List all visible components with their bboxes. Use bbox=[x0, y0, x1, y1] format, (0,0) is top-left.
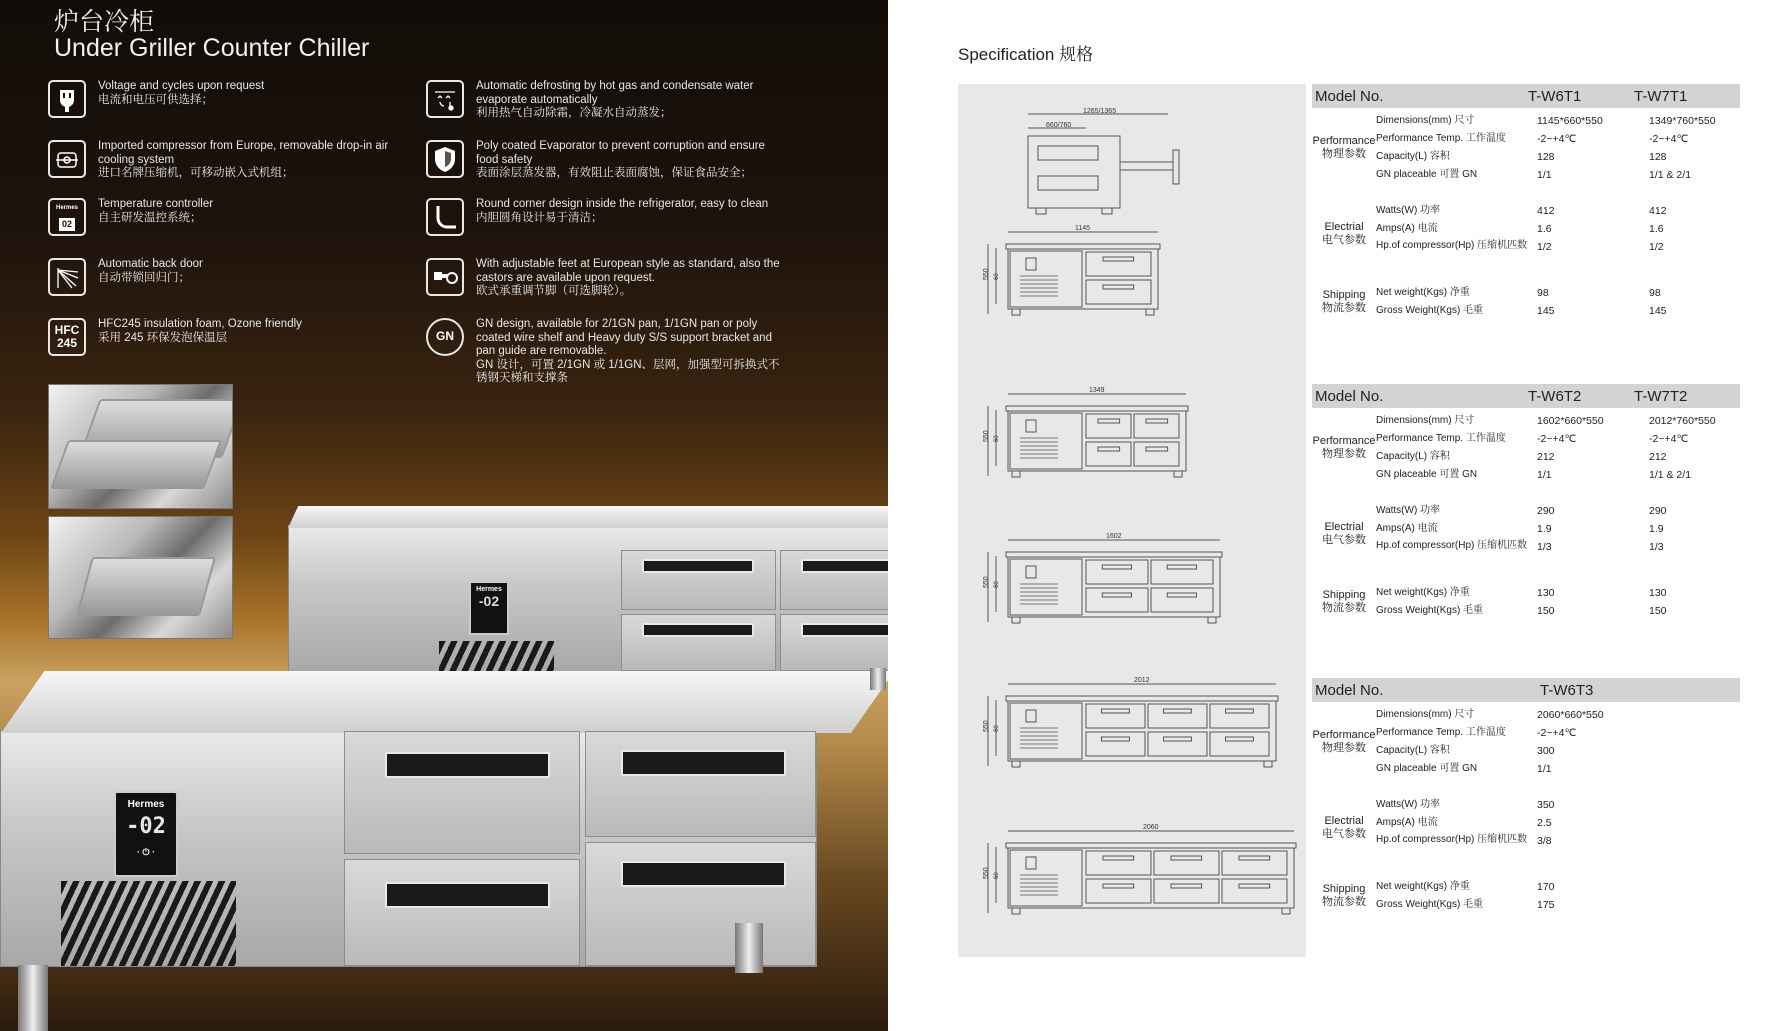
group-label: Shipping 物流参数 bbox=[1322, 883, 1366, 908]
table-row bbox=[1376, 448, 1740, 466]
drawing-height-label: 550 bbox=[983, 867, 990, 879]
group-label: Shipping 物流参数 bbox=[1322, 589, 1366, 614]
row-label: Net weight(Kgs) 净重 bbox=[1376, 881, 1470, 892]
row-label: Hp.of compressor(Hp) 压缩机匹数 bbox=[1376, 240, 1528, 251]
feature-text-cn: GN 设计，可置 2/1GN 或 1/1GN、层网，加强型可拆换式不锈钢天梯和支撑条 bbox=[476, 358, 780, 384]
spec-group bbox=[1312, 502, 1740, 566]
title-chinese: 炉台冷柜 bbox=[54, 8, 155, 36]
row-label: Capacity(L) 容积 bbox=[1376, 151, 1450, 162]
feature-text-cn: 欧式承重调节脚（可选脚轮）。 bbox=[476, 285, 632, 297]
model-name: T-W6T1 bbox=[1527, 87, 1582, 105]
drawing-width-label: 2012 bbox=[1134, 677, 1150, 684]
drawing-inner-label: 60 bbox=[994, 581, 1000, 588]
row-label: GN placeable 可置 GN bbox=[1376, 763, 1478, 774]
shield-icon bbox=[426, 140, 464, 178]
table-header bbox=[1312, 678, 1740, 702]
spec-group bbox=[1312, 796, 1740, 860]
table-row bbox=[1376, 412, 1740, 430]
row-value: 1145*660*550 bbox=[1537, 115, 1603, 127]
table-row bbox=[1376, 112, 1740, 130]
row-value: 2.5 bbox=[1537, 817, 1552, 829]
row-label: Gross Weight(Kgs) 毛重 bbox=[1376, 305, 1484, 316]
feature-text-cn: 电流和电压可供选择； bbox=[98, 93, 213, 106]
drawing-front-view bbox=[978, 674, 1308, 794]
feature-item bbox=[48, 80, 408, 118]
row-value: -2~+4℃ bbox=[1649, 433, 1689, 445]
model-name: T-W7T1 bbox=[1633, 87, 1688, 105]
row-value: 170 bbox=[1537, 881, 1555, 893]
row-value: 350 bbox=[1537, 799, 1555, 811]
row-value: 150 bbox=[1649, 605, 1667, 617]
drawing-front-view bbox=[978, 384, 1308, 504]
row-value: 150 bbox=[1537, 605, 1555, 617]
product-photo-drawer bbox=[48, 516, 233, 639]
spec-group bbox=[1312, 284, 1740, 320]
title-english: Under Griller Counter Chiller bbox=[54, 34, 370, 62]
drawing-width-label: 1349 bbox=[1089, 387, 1105, 394]
row-label: Capacity(L) 容积 bbox=[1376, 451, 1450, 462]
row-value: 300 bbox=[1537, 745, 1555, 757]
row-value: 1349*760*550 bbox=[1649, 115, 1716, 127]
row-label: Watts(W) 功率 bbox=[1376, 505, 1441, 516]
group-label: Electrial 电气参数 bbox=[1322, 521, 1366, 546]
table-row bbox=[1376, 302, 1740, 320]
row-value: 1/3 bbox=[1649, 541, 1664, 553]
row-value: 1/1 bbox=[1537, 469, 1552, 481]
brochure-right-page bbox=[888, 0, 1770, 1031]
row-value: -2~+4℃ bbox=[1537, 133, 1577, 145]
feature-text-cn: 表面涂层蒸发器，有效阻止表面腐蚀，保证食品安全； bbox=[476, 167, 752, 179]
table-header bbox=[1312, 384, 1740, 408]
spec-title: Specification 规格 bbox=[958, 45, 1094, 64]
drawing-height-label: 550 bbox=[983, 720, 990, 732]
gn-icon: GN bbox=[426, 318, 464, 356]
row-value: -2~+4℃ bbox=[1537, 727, 1577, 739]
spec-group bbox=[1312, 706, 1740, 778]
plug-icon bbox=[48, 80, 86, 118]
feature-item bbox=[48, 258, 408, 296]
row-value: 1/1 bbox=[1537, 169, 1552, 181]
table-row bbox=[1376, 602, 1740, 620]
spec-group bbox=[1312, 584, 1740, 620]
round-corner-icon bbox=[426, 198, 464, 236]
drawing-front-view bbox=[978, 530, 1308, 650]
drawing-inner-label: 60 bbox=[994, 725, 1000, 732]
row-value: 2060*660*550 bbox=[1537, 709, 1604, 721]
table-row bbox=[1376, 520, 1740, 538]
chiller-back-unit bbox=[288, 525, 888, 672]
table-row bbox=[1376, 706, 1740, 724]
row-label: Performance Temp. 工作温度 bbox=[1376, 433, 1506, 444]
drawing-inner-label: 60 bbox=[994, 435, 1000, 442]
caster-icon bbox=[426, 258, 464, 296]
table-row bbox=[1376, 284, 1740, 302]
spec-table bbox=[1312, 678, 1740, 914]
row-label: Dimensions(mm) 尺寸 bbox=[1376, 115, 1475, 126]
feature-item bbox=[426, 258, 786, 299]
row-label: Hp.of compressor(Hp) 压缩机匹数 bbox=[1376, 834, 1528, 845]
feature-text-en: HFC245 insulation foam, Ozone friendly bbox=[98, 318, 302, 330]
row-label: Capacity(L) 容积 bbox=[1376, 745, 1450, 756]
feature-item bbox=[48, 140, 408, 181]
row-label: Watts(W) 功率 bbox=[1376, 799, 1441, 810]
table-row bbox=[1376, 538, 1740, 566]
row-value: 98 bbox=[1649, 287, 1661, 299]
compressor-icon bbox=[48, 140, 86, 178]
row-value: -2~+4℃ bbox=[1649, 133, 1689, 145]
row-label: Gross Weight(Kgs) 毛重 bbox=[1376, 605, 1484, 616]
row-value: 130 bbox=[1649, 587, 1667, 599]
feature-text-en: Voltage and cycles upon request bbox=[98, 80, 265, 92]
row-value: 1.6 bbox=[1649, 223, 1664, 235]
feature-item bbox=[48, 318, 408, 356]
row-value: 128 bbox=[1649, 151, 1667, 163]
drawing-top-view bbox=[978, 106, 1208, 216]
drawing-width-label: 2060 bbox=[1143, 824, 1159, 831]
row-value: 1/2 bbox=[1649, 241, 1664, 253]
drawing-height-label: 550 bbox=[983, 576, 990, 588]
table-row bbox=[1376, 796, 1740, 814]
row-label: Gross Weight(Kgs) 毛重 bbox=[1376, 899, 1484, 910]
row-value: 1.6 bbox=[1537, 223, 1552, 235]
feature-item bbox=[426, 318, 786, 386]
group-label: Electrial 电气参数 bbox=[1322, 815, 1366, 840]
row-value: 145 bbox=[1537, 305, 1555, 317]
row-label: Amps(A) 电流 bbox=[1376, 523, 1438, 534]
model-name: T-W6T3 bbox=[1540, 681, 1594, 699]
table-row bbox=[1376, 430, 1740, 448]
product-photo-pans bbox=[48, 384, 233, 509]
model-name: T-W7T2 bbox=[1633, 387, 1688, 405]
row-label: Amps(A) 电流 bbox=[1376, 817, 1438, 828]
drawing-width-label: 1145 bbox=[1075, 225, 1091, 232]
row-label: Dimensions(mm) 尺寸 bbox=[1376, 709, 1475, 720]
group-label: Electrial 电气参数 bbox=[1322, 221, 1366, 246]
table-row bbox=[1376, 238, 1740, 266]
spec-table bbox=[1312, 84, 1740, 320]
group-label: Performance 物理参数 bbox=[1312, 135, 1376, 160]
row-label: GN placeable 可置 GN bbox=[1376, 469, 1478, 480]
row-value: 212 bbox=[1537, 451, 1555, 463]
drawing-dim-outer: 1265/1365 bbox=[1083, 108, 1117, 115]
row-label: GN placeable 可置 GN bbox=[1376, 169, 1478, 180]
feature-item bbox=[426, 80, 786, 121]
group-label: Performance 物理参数 bbox=[1312, 729, 1376, 754]
row-value: 145 bbox=[1649, 305, 1667, 317]
feature-text-en: Automatic defrosting by hot gas and condensate water evaporate automatically bbox=[476, 80, 754, 106]
row-value: 3/8 bbox=[1537, 835, 1552, 847]
drawing-front-view bbox=[978, 222, 1308, 342]
row-label: Amps(A) 电流 bbox=[1376, 223, 1438, 234]
row-value: 1/3 bbox=[1537, 541, 1552, 553]
table-row bbox=[1376, 724, 1740, 742]
row-value: 412 bbox=[1537, 205, 1555, 217]
feature-text-en: GN design, available for 2/1GN pan, 1/1GN pan or poly coated wire shelf and Heavy duty S/S support bracket and pan guide are removable. bbox=[476, 318, 772, 357]
table-row bbox=[1376, 466, 1740, 484]
row-value: 290 bbox=[1649, 505, 1667, 517]
spec-group bbox=[1312, 202, 1740, 266]
feature-text-cn: 自动带锁回归门； bbox=[98, 271, 190, 284]
controller-brand: Hermes bbox=[127, 799, 165, 810]
row-label: Net weight(Kgs) 净重 bbox=[1376, 287, 1470, 298]
row-label: Net weight(Kgs) 净重 bbox=[1376, 587, 1470, 598]
spec-group bbox=[1312, 878, 1740, 914]
feature-item bbox=[426, 140, 786, 181]
chiller-front-unit bbox=[0, 730, 817, 967]
row-value: 1/2 bbox=[1537, 241, 1552, 253]
table-row bbox=[1376, 742, 1740, 760]
table-row bbox=[1376, 832, 1740, 860]
feature-item bbox=[48, 198, 408, 236]
drawing-inner-label: 60 bbox=[994, 872, 1000, 879]
controller-display-front: Hermes -02 · ⏻ · bbox=[114, 791, 178, 877]
table-row bbox=[1376, 502, 1740, 520]
row-value: 1602*660*550 bbox=[1537, 415, 1604, 427]
feature-text-en: Automatic back door bbox=[98, 258, 203, 270]
row-value: 1/1 bbox=[1537, 763, 1552, 775]
group-label: Performance 物理参数 bbox=[1312, 435, 1376, 460]
feature-text-en: Temperature controller bbox=[98, 198, 214, 210]
row-value: 1.9 bbox=[1537, 523, 1552, 535]
model-name: T-W6T2 bbox=[1527, 387, 1582, 405]
table-row bbox=[1376, 896, 1740, 914]
drawing-dim-inner: 660/760 bbox=[1046, 122, 1072, 129]
model-no-label: Model No. bbox=[1315, 87, 1384, 105]
feature-text-cn: 自主研发温控系统； bbox=[98, 211, 202, 224]
table-row bbox=[1376, 814, 1740, 832]
row-label: Watts(W) 功率 bbox=[1376, 205, 1441, 216]
drawing-height-label: 550 bbox=[983, 268, 990, 280]
row-label: Performance Temp. 工作温度 bbox=[1376, 727, 1506, 738]
row-value: 1/1 & 2/1 bbox=[1649, 169, 1692, 181]
feature-item bbox=[426, 198, 786, 236]
row-value: 1/1 & 2/1 bbox=[1649, 469, 1692, 481]
drawing-front-view bbox=[978, 821, 1308, 941]
drawing-height-label: 550 bbox=[983, 430, 990, 442]
row-value: -2~+4℃ bbox=[1537, 433, 1577, 445]
spec-group bbox=[1312, 112, 1740, 184]
feature-text-en: Imported compressor from Europe, removable drop-in air cooling system bbox=[98, 140, 389, 166]
table-row bbox=[1376, 878, 1740, 896]
feature-text-cn: 采用 245 环保发泡保温层 bbox=[98, 331, 228, 344]
feature-text-cn: 利用热气自动除霜，冷凝水自动蒸发； bbox=[476, 107, 672, 119]
feature-text-en: With adjustable feet at European style as standard, also the castors are available upon request. bbox=[476, 258, 780, 284]
row-value: 412 bbox=[1649, 205, 1667, 217]
controller-display-back: Hermes -02 bbox=[469, 581, 509, 635]
feature-text-en: Poly coated Evaporator to prevent corruption and ensure food safety bbox=[476, 140, 765, 166]
row-value: 2012*760*550 bbox=[1649, 415, 1716, 427]
row-value: 98 bbox=[1537, 287, 1549, 299]
feature-text-cn: 进口名牌压缩机，可移动嵌入式机组； bbox=[98, 167, 294, 179]
table-row bbox=[1376, 148, 1740, 166]
table-row bbox=[1376, 166, 1740, 184]
row-value: 212 bbox=[1649, 451, 1667, 463]
controller-icon: Hermes 02 bbox=[48, 198, 86, 236]
group-label: Shipping 物流参数 bbox=[1322, 289, 1366, 314]
controller-temperature: -02 bbox=[126, 814, 166, 839]
model-no-label: Model No. bbox=[1315, 681, 1384, 699]
table-row bbox=[1376, 202, 1740, 220]
door-icon bbox=[48, 258, 86, 296]
spec-group bbox=[1312, 412, 1740, 484]
table-row bbox=[1376, 220, 1740, 238]
drawings-panel bbox=[958, 84, 1306, 957]
spec-table bbox=[1312, 384, 1740, 620]
row-label: Hp.of compressor(Hp) 压缩机匹数 bbox=[1376, 540, 1528, 551]
row-label: Dimensions(mm) 尺寸 bbox=[1376, 415, 1475, 426]
row-value: 175 bbox=[1537, 899, 1555, 911]
row-value: 130 bbox=[1537, 587, 1555, 599]
table-header bbox=[1312, 84, 1740, 108]
drawing-width-label: 1602 bbox=[1106, 533, 1122, 540]
defrost-icon bbox=[426, 80, 464, 118]
row-value: 1.9 bbox=[1649, 523, 1664, 535]
hfc-icon: HFC 245 bbox=[48, 318, 86, 356]
table-row bbox=[1376, 760, 1740, 778]
drawing-inner-label: 60 bbox=[994, 273, 1000, 280]
row-value: 128 bbox=[1537, 151, 1555, 163]
row-value: 290 bbox=[1537, 505, 1555, 517]
row-label: Performance Temp. 工作温度 bbox=[1376, 133, 1506, 144]
model-no-label: Model No. bbox=[1315, 387, 1384, 405]
feature-text-en: Round corner design inside the refrigerator, easy to clean bbox=[476, 198, 769, 210]
feature-text-cn: 内胆圆角设计易于清洁； bbox=[476, 211, 603, 224]
table-row bbox=[1376, 130, 1740, 148]
table-row bbox=[1376, 584, 1740, 602]
